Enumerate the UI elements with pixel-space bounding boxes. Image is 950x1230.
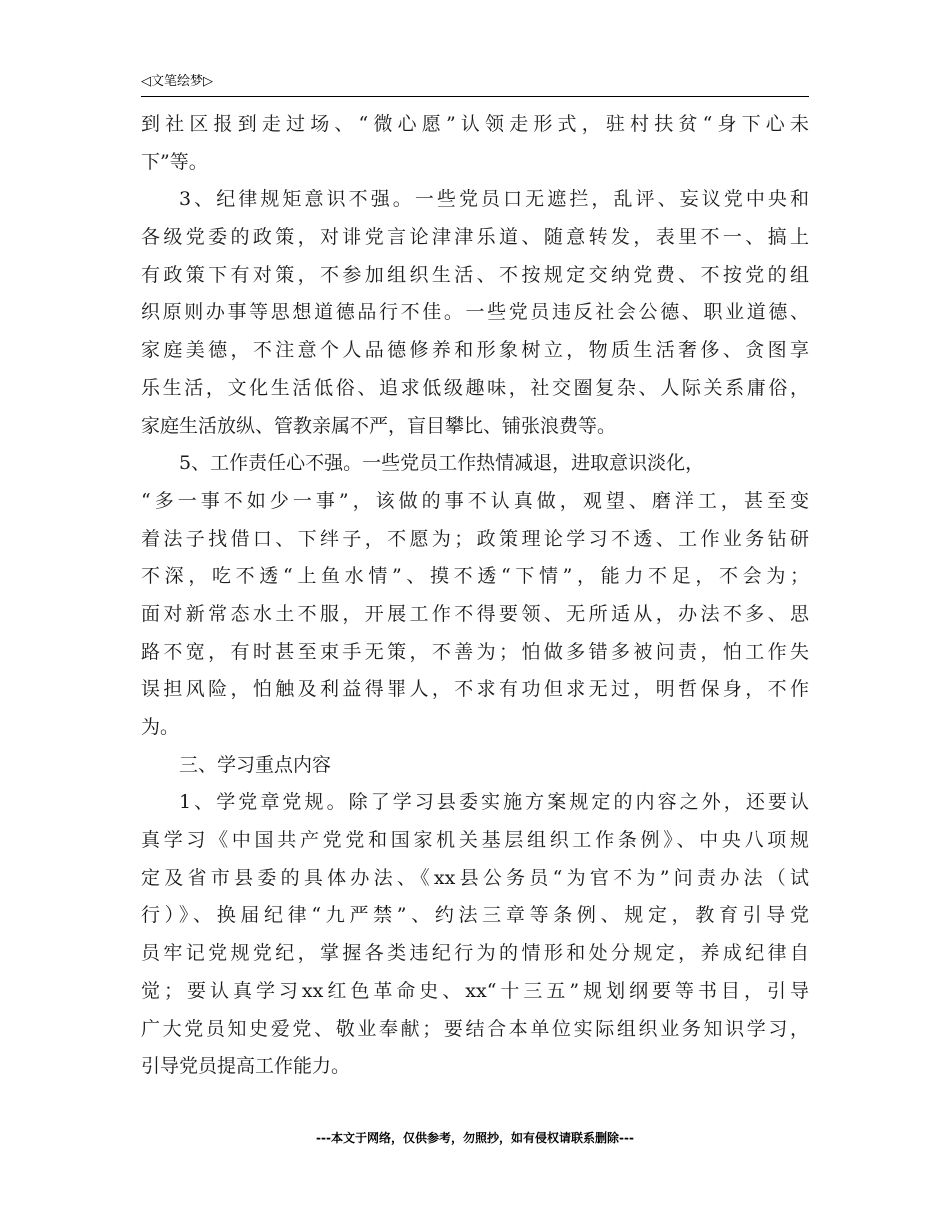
page-header (141, 72, 809, 97)
body-line: 各级党委的政策，对诽党言论津津乐道、随意转发，表里不一、搞上 (141, 226, 809, 249)
body-line: 面对新常态水土不服，开展工作不得要领、无所适从，办法不多、思 (141, 602, 809, 625)
header-title: ◁文笔绘梦▷ (141, 74, 213, 89)
document-body (141, 106, 809, 1086)
body-line: 有政策下有对策，不参加组织生活、不按规定交纳党费、不按党的组 (141, 263, 809, 286)
body-line: 路不宽，有时甚至束手无策，不善为；怕做多错多被问责，怕工作失 (141, 640, 809, 663)
body-line: 到社区报到走过场、“微心愿”认领走形式，驻村扶贫“身下心未 (141, 113, 809, 135)
section-heading: 三、学习重点内容 (179, 753, 332, 776)
body-line: 为。 (141, 716, 180, 738)
body-line: 下”等。 (141, 150, 208, 173)
body-line: 家庭美德，不注意个人品德修养和形象树立，物质生活奢侈、贪图享 (141, 339, 809, 362)
body-line: 员牢记党规党纪，掌握各类违纪行为的情形和处分规定，养成纪律自 (141, 942, 809, 965)
body-line: 广大党员知史爱党、敬业奉献；要结合本单位实际组织业务知识学习， (141, 1017, 809, 1040)
body-line: 误担风险，怕触及利益得罪人，不求有功但求无过，明哲保身，不作 (141, 678, 809, 701)
body-line: 觉；要认真学习xx红色革命史、xx“十三五”规划纲要等书目，引导 (141, 979, 809, 1002)
body-line: 行）》、换届纪律“九严禁”、约法三章等条例、规定，教育引导党 (141, 904, 809, 927)
body-line: 定及省市县委的具体办法、《xx县公务员“为官不为”问责办法（试 (141, 866, 809, 889)
page-footer: ---本文于网络，仅供参考，勿照抄，如有侵权请联系删除--- (316, 1131, 634, 1145)
body-line: “多一事不如少一事”，该做的事不认真做，观望、磨洋工，甚至变 (141, 489, 809, 512)
body-line: 真学习《中国共产党党和国家机关基层组织工作条例》、中央八项规 (141, 829, 809, 852)
body-line: 1、学党章党规。除了学习县委实施方案规定的内容之外，还要认 (179, 791, 809, 814)
body-line: 5、工作责任心不强。一些党员工作热情减退，进取意识淡化， (179, 452, 705, 475)
body-line: 引导党员提高工作能力。 (141, 1055, 351, 1078)
body-line: 乐生活，文化生活低俗、追求低级趣味，社交圈复杂、人际关系庸俗， (141, 376, 809, 399)
body-line: 织原则办事等思想道德品行不佳。一些党员违反社会公德、职业道德、 (141, 301, 809, 324)
body-line: 不深，吃不透“上鱼水情”、摸不透“下情”，能力不足，不会为； (141, 565, 809, 588)
body-line: 3、纪律规矩意识不强。一些党员口无遮拦，乱评、妄议党中央和 (179, 188, 809, 211)
body-line: 着法子找借口、下绊子，不愿为；政策理论学习不透、工作业务钻研 (141, 527, 809, 550)
body-line: 家庭生活放纵、管教亲属不严，盲目攀比、铺张浪费等。 (141, 414, 617, 437)
